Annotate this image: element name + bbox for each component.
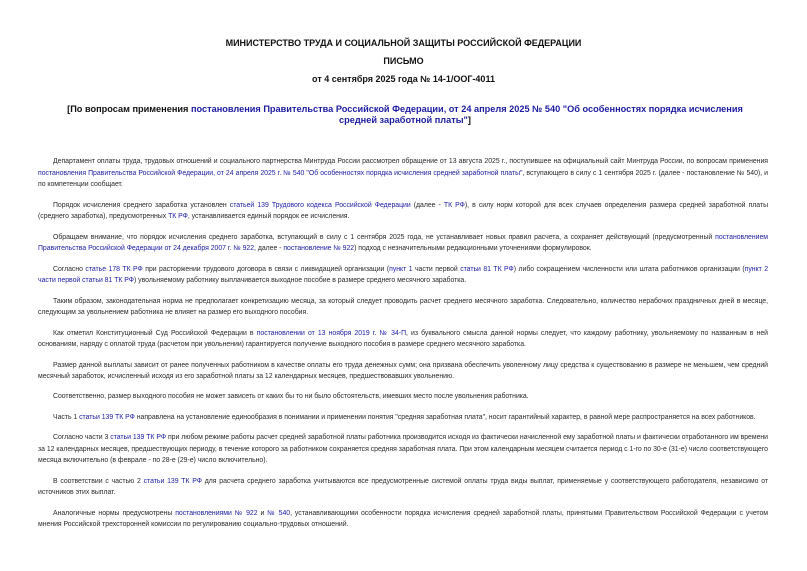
paragraph-text: Соответственно, размер выходного пособия не может зависеть от каких бы то ни было обстоятельств, имевших место после увольнения работника. — [53, 393, 529, 401]
paragraph-text: и — [257, 509, 268, 517]
paragraph-text: , устанавливающими особенности порядка исчисления средней заработной платы, принятыми Правительством Российской Федерации с учетом мнения Российской трехсторонней комиссии по регулированию социально-трудовых отношений. — [38, 509, 768, 529]
legal-reference-link[interactable]: постановления Правительства Российской Федерации, от 24 апреля 2025 г. № 540 "Об особенностях порядка исчисления средней заработной платы" — [38, 169, 523, 177]
document-date-number: от 4 сентября 2025 года № 14-1/ООГ-4011 — [312, 74, 495, 84]
ministry-title: МИНИСТЕРСТВО ТРУДА И СОЦИАЛЬНОЙ ЗАЩИТЫ РОССИЙСКОЙ ФЕДЕРАЦИИ — [225, 38, 582, 48]
paragraph-text: при любом режиме работы расчет средней заработной платы работника производится исходя из фактически начисленной ему заработной платы и фактически отработанного им времени за 12 календарных месяцев, предшествующих периоду, в течение которого за работником сохраняется средняя заработная плата. При этом календарным месяцем считается период с 1-го по 30-е (31-е) число соответствующего месяца включительно (в феврале - по 28-е (29-е) число включительно). — [38, 434, 769, 465]
legal-reference-link[interactable]: статьи 81 ТК РФ — [460, 265, 514, 273]
legal-reference-link[interactable]: статьи 139 ТК РФ — [143, 477, 202, 485]
paragraph-text: Как отметил Конституционный Суд Российской Федерации в — [53, 329, 257, 337]
paragraph-text: , из буквального смысла данной нормы следует, что каждому работнику, увольняемому по названным в ней основаниям, наряду с оплатой труда (расчетом при увольнении) гарантируется получение выходного пособия в размере среднего месячного заработка. — [38, 329, 768, 349]
paragraph-text: ) увольняемому работнику выплачивается выходное пособие в размере среднего месячного заработка. — [134, 277, 467, 285]
paragraph-text: ) либо сокращением численности или штата работников организации ( — [513, 265, 745, 273]
paragraph-text: ) подход с незначительными редакционными уточнениями формулировок. — [354, 245, 592, 253]
body-paragraph — [38, 476, 768, 499]
paragraph-text: , устанавливается единый порядок ее исчисления. — [187, 213, 350, 221]
body-paragraph — [38, 432, 768, 467]
legal-reference-link[interactable]: ТК РФ — [168, 213, 188, 221]
legal-reference-link[interactable]: статьей 139 Трудового кодекса Российской Федерации — [229, 201, 411, 209]
legal-reference-link[interactable]: пункт 1 — [389, 265, 413, 273]
body-paragraph — [38, 391, 768, 403]
paragraph-text: Таким образом, законодательная норма не предполагает конкретизацию месяца, за который следует проводить расчет среднего месячного заработка. Следовательно, количество нерабочих праздничных дней в месяце, следующим за увольнением работника не влияет на размер его выходного пособия. — [38, 297, 768, 317]
paragraph-text: Аналогичные нормы предусмотрены — [53, 509, 176, 517]
paragraph-text: ), в силу норм которой для всех случаев определения размера средней заработной платы (среднего заработка), предусмотренных — [38, 201, 769, 221]
subject-resolution-link[interactable]: постановления Правительства Российской Федерации, от 24 апреля 2025 № 540 "Об особенностях порядка исчисления средней заработной платы" — [190, 104, 743, 125]
legal-reference-link[interactable]: пункт 2 части первой статьи 81 ТК РФ — [38, 265, 769, 285]
legal-reference-link[interactable]: статьи 139 ТК РФ — [79, 413, 135, 421]
legal-reference-link[interactable]: постановлении от 13 ноября 2019 г. № 34-П — [256, 329, 407, 337]
paragraph-text: при расторжении трудового договора в связи с ликвидацией организации ( — [142, 265, 390, 273]
paragraph-text: Департамент оплаты труда, трудовых отношений и социального партнерства Минтруда России рассмотрел обращение от 13 августа 2025 г., поступившее на официальный сайт Минтруда России, по вопросам применения — [53, 158, 768, 165]
body-paragraph — [38, 508, 768, 531]
paragraph-text: Размер данной выплаты зависит от ранее полученных работником в качестве оплаты его труда денежных сумм; она призвана обеспечить уволенному лицу средства к существованию в размере не меньшем, чем средний месячный заработок, исчисленный исходя из его заработной платы за 12 календарных месяцев, предшествовавших увольнению. — [38, 361, 768, 381]
legal-reference-link[interactable]: № 540 — [267, 509, 291, 517]
subject-prefix: [По вопросам применения — [67, 104, 191, 114]
body-paragraph — [38, 264, 768, 287]
paragraph-text: Часть 1 — [53, 413, 80, 421]
paragraph-text: направлена на установление единообразия в понимании и применении понятия "средняя заработная плата", носит гарантийный характер, в равной мере распространяется на всех работников. — [134, 413, 756, 421]
document-subject — [50, 104, 760, 126]
legal-reference-link[interactable]: постановлениями № 922 — [175, 509, 258, 517]
paragraph-text: для расчета среднего заработка учитываются все предусмотренные системой оплаты труда виды выплат, применяемые у соответствующего работодателя, независимо от источников этих выплат. — [38, 477, 768, 497]
letter-body — [38, 156, 768, 540]
legal-reference-link[interactable]: ТК РФ — [443, 201, 465, 209]
document-type: ПИСЬМО — [383, 56, 424, 66]
paragraph-text: , вступающего в силу с 1 сентября 2025 г. (далее - постановление № 540), и по компетенции сообщает. — [38, 169, 768, 189]
subject-suffix: ] — [467, 115, 471, 125]
paragraph-text: В соответствии с частью 2 — [53, 477, 144, 485]
legal-reference-link[interactable]: статьи 139 ТК РФ — [110, 434, 167, 442]
paragraph-text: Согласно — [53, 265, 86, 273]
paragraph-text: части первой — [412, 265, 461, 273]
legal-reference-link[interactable]: постановлением Правительства Российской Федерации от 24 декабря 2007 г. № 922 — [38, 233, 768, 253]
paragraph-text: Обращаем внимание, что порядок исчисления среднего заработка, вступающий в силу с 1 сентября 2025 года, не устанавливает новых правил расчета, а сохраняет действующий (предусмотренный — [53, 233, 716, 241]
legal-reference-link[interactable]: статье 178 ТК РФ — [85, 265, 143, 273]
body-paragraph — [38, 412, 768, 424]
paragraph-text: Согласно части 3 — [53, 434, 111, 442]
paragraph-text: , далее - — [254, 245, 284, 253]
body-paragraph — [38, 200, 768, 223]
body-paragraph — [38, 232, 768, 255]
body-paragraph — [38, 296, 768, 319]
body-paragraph — [38, 360, 768, 383]
paragraph-text: (далее - — [410, 201, 444, 209]
paragraph-text: Порядок исчисления среднего заработка установлен — [53, 201, 230, 209]
legal-reference-link[interactable]: постановление № 922 — [283, 245, 355, 253]
body-paragraph — [38, 328, 768, 351]
body-paragraph — [38, 156, 768, 191]
